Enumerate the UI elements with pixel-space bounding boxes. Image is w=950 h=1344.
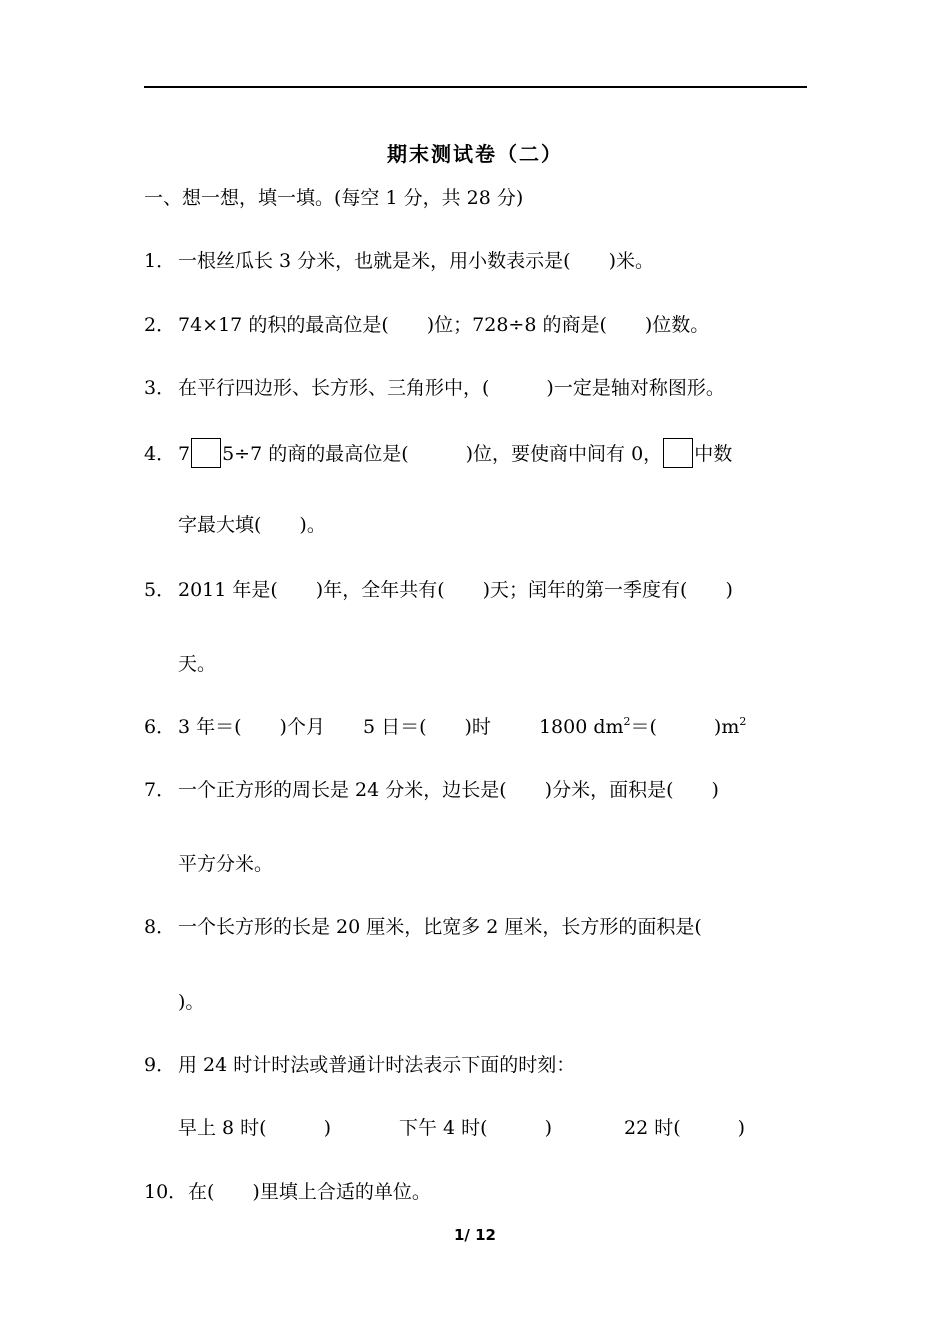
question-1 bbox=[144, 249, 654, 273]
conversion-days: 5 日＝( )时 bbox=[362, 716, 491, 738]
question-number: 7． bbox=[144, 779, 176, 801]
page-number: 1/ 12 bbox=[453, 1226, 496, 1244]
time-afternoon: 下午 4 时( ) bbox=[399, 1117, 552, 1139]
section-header: 一、想一想，填一填。(每空 1 分，共 28 分) bbox=[144, 187, 524, 209]
question-text: 一根丝瓜长 3 分米，也就是米，用小数表示是( )米。 bbox=[178, 250, 654, 272]
question-5 bbox=[144, 578, 733, 602]
question-text: 在平行四边形、长方形、三角形中，( )一定是轴对称图形。 bbox=[178, 377, 725, 399]
question-number: 5． bbox=[144, 579, 176, 601]
question-number: 6． bbox=[144, 716, 176, 738]
question-7 bbox=[144, 778, 719, 802]
question-text-b: 5÷7 的商的最高位是( )位，要使商中间有 0， bbox=[222, 443, 663, 465]
question-text: 一个长方形的长是 20 厘米，比宽多 2 厘米，长方形的面积是( bbox=[178, 916, 702, 938]
question-6 bbox=[144, 715, 746, 739]
conversion-years: 3 年＝( )个月 bbox=[178, 716, 325, 738]
question-4 bbox=[144, 438, 732, 468]
header-rule bbox=[144, 86, 807, 88]
question-number: 2． bbox=[144, 314, 176, 336]
question-text-c: 中数 bbox=[694, 443, 733, 465]
question-number: 4． bbox=[144, 443, 176, 465]
question-number: 10． bbox=[144, 1181, 188, 1203]
question-text-a: 7 bbox=[178, 443, 191, 465]
question-5-continued: 天。 bbox=[178, 653, 217, 675]
question-text: 在( )里填上合适的单位。 bbox=[188, 1181, 431, 1203]
answer-box[interactable] bbox=[663, 438, 693, 468]
answer-box[interactable] bbox=[191, 438, 221, 468]
question-10 bbox=[144, 1180, 431, 1204]
question-text: 用 24 时计时法或普通计时法表示下面的时刻： bbox=[178, 1054, 576, 1076]
question-text: 2011 年是( )年，全年共有( )天；闰年的第一季度有( ) bbox=[178, 579, 733, 601]
page-title: 期末测试卷（二） bbox=[387, 142, 563, 166]
question-text: 一个正方形的周长是 24 分米，边长是( )分米，面积是( ) bbox=[178, 779, 719, 801]
question-text: 74×17 的积的最高位是( )位；728÷8 的商是( )位数。 bbox=[178, 314, 710, 336]
question-number: 8． bbox=[144, 916, 176, 938]
question-7-continued: 平方分米。 bbox=[178, 853, 274, 875]
time-22: 22 时( ) bbox=[624, 1117, 746, 1139]
question-number: 9． bbox=[144, 1054, 176, 1076]
question-2 bbox=[144, 313, 709, 337]
question-8 bbox=[144, 915, 702, 939]
question-4-continued: 字最大填( )。 bbox=[178, 514, 326, 536]
conversion-area: 1800 $dm^2=$( )$m^2$ bbox=[538, 715, 747, 738]
question-8-continued: )。 bbox=[178, 991, 205, 1013]
question-number: 1． bbox=[144, 250, 176, 272]
question-number: 3． bbox=[144, 377, 176, 399]
question-9 bbox=[144, 1053, 575, 1077]
time-morning: 早上 8 时( ) bbox=[178, 1117, 331, 1139]
question-9-items bbox=[178, 1116, 745, 1140]
question-3 bbox=[144, 376, 725, 400]
